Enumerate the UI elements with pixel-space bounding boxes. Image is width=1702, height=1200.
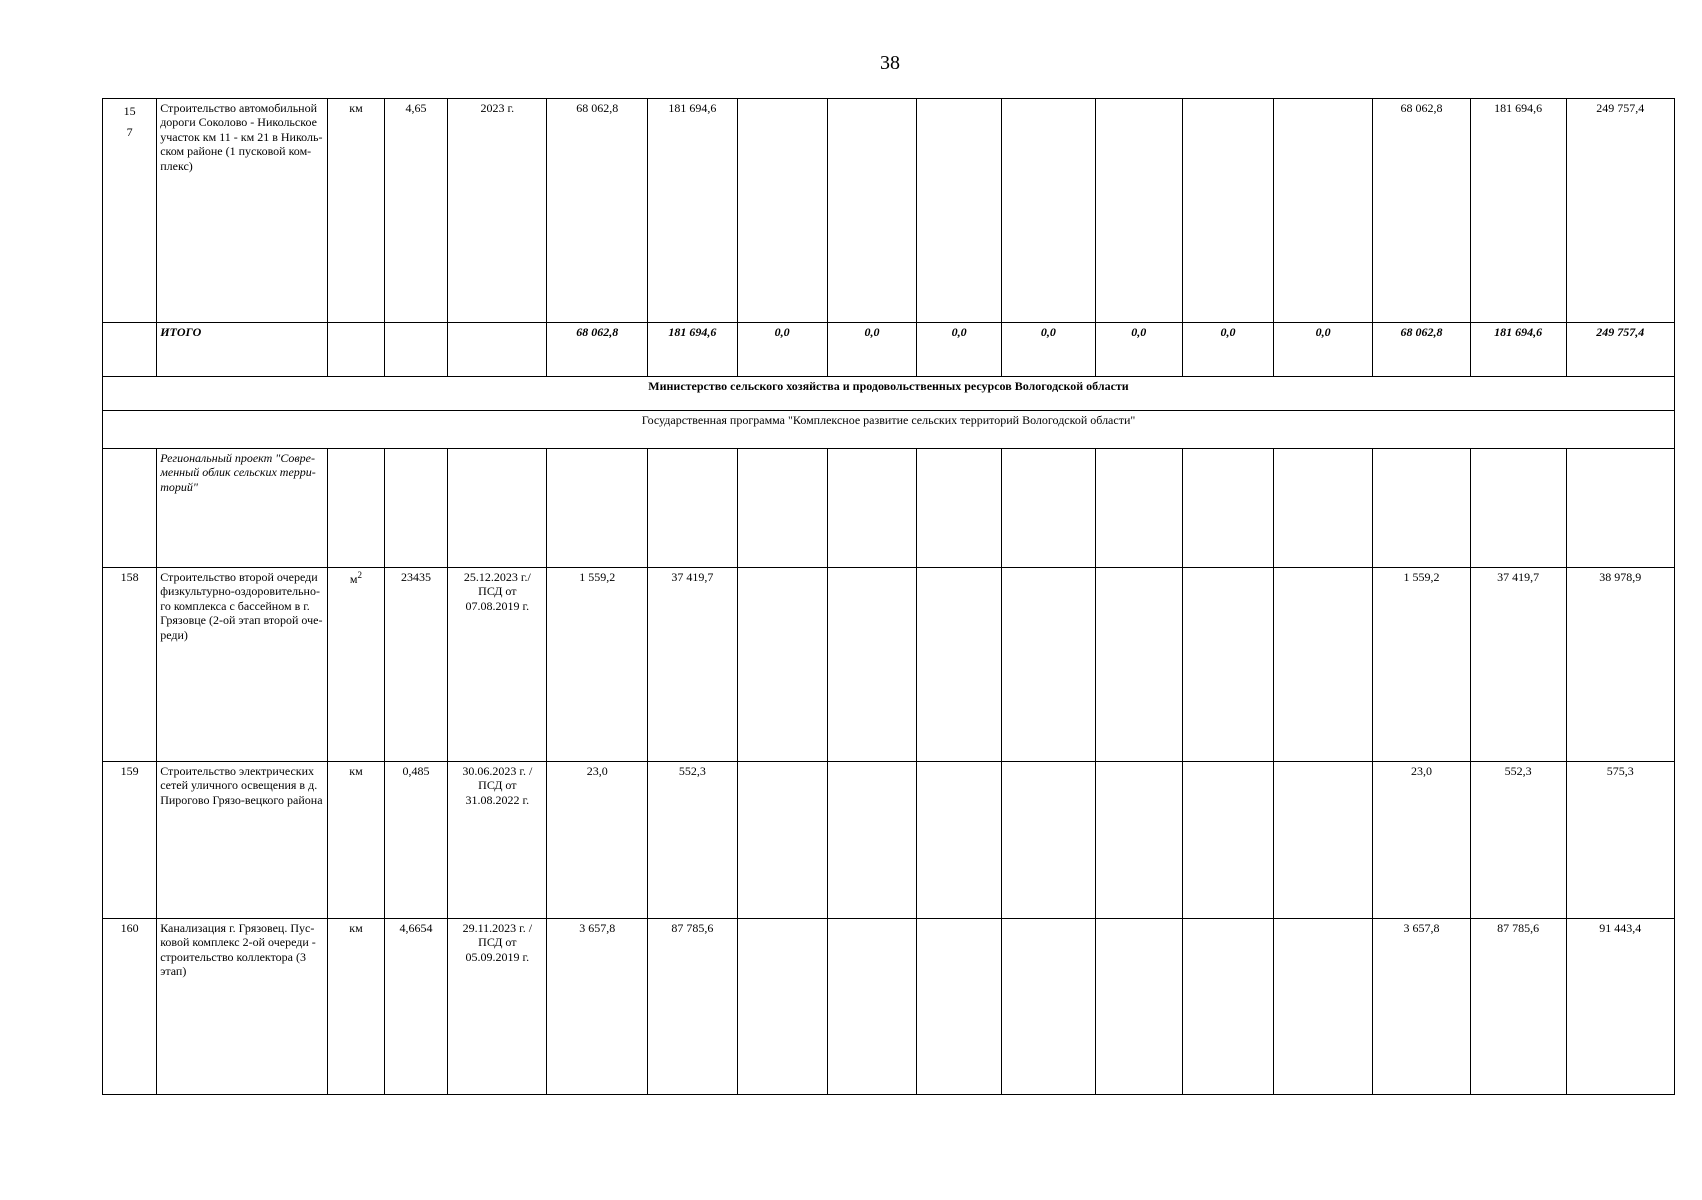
value-cell: 552,3	[1470, 762, 1566, 919]
ministry-title: Министерство сельского хозяйства и продовольственных ресурсов Вологодской области	[103, 377, 1675, 411]
empty-cell	[103, 449, 157, 568]
total-row	[103, 323, 1675, 377]
empty-cell	[448, 323, 547, 377]
value-cell	[737, 99, 827, 323]
total-label: ИТОГО	[157, 323, 328, 377]
total-value: 0,0	[737, 323, 827, 377]
value-cell	[1274, 568, 1373, 762]
value-cell: 3 657,8	[547, 919, 648, 1095]
value-cell	[1274, 919, 1373, 1095]
page-number: 38	[880, 52, 900, 74]
value-cell	[917, 99, 1002, 323]
value-cell: 3 657,8	[1373, 919, 1471, 1095]
empty-cell	[547, 449, 648, 568]
capacity: 0,485	[384, 762, 448, 919]
total-value: 0,0	[1095, 323, 1182, 377]
value-cell: 87 785,6	[1470, 919, 1566, 1095]
unit: км	[328, 919, 384, 1095]
value-cell: 91 443,4	[1566, 919, 1675, 1095]
unit: $м^2$	[328, 568, 384, 762]
table-row	[103, 919, 1675, 1095]
value-cell	[827, 99, 916, 323]
object-name: Строительство электрических сетей уличного освещения в д. Пирогово Грязо-вецкого района	[157, 762, 328, 919]
empty-cell	[384, 449, 448, 568]
program-title: Государственная программа "Комплексное развитие сельских территорий Вологодской области"	[103, 411, 1675, 449]
value-cell: 1 559,2	[1373, 568, 1471, 762]
value-cell	[1095, 919, 1182, 1095]
completion-date: 2023 г.	[448, 99, 547, 323]
object-name: Строительство автомобильной дороги Соколово - Никольское участок км 11 - км 21 в Николь-ском районе (1 пусковой ком-плекс)	[157, 99, 328, 323]
total-value: 0,0	[827, 323, 916, 377]
total-value: 181 694,6	[1470, 323, 1566, 377]
value-cell	[1002, 99, 1096, 323]
capacity: 4,65	[384, 99, 448, 323]
empty-cell	[1274, 449, 1373, 568]
empty-cell	[384, 323, 448, 377]
value-cell	[827, 568, 916, 762]
value-cell: 249 757,4	[1566, 99, 1675, 323]
capacity: 4,6654	[384, 919, 448, 1095]
object-name: Строительство второй очереди физкультурно-оздоровительно-го комплекса с бассейном в г. Грязовце (2-ой этап второй оче-реди)	[157, 568, 328, 762]
empty-cell	[1002, 449, 1096, 568]
value-cell: 37 419,7	[648, 568, 737, 762]
value-cell: 68 062,8	[1373, 99, 1471, 323]
row-number: 159	[103, 762, 157, 919]
empty-cell	[1566, 449, 1675, 568]
value-cell	[917, 762, 1002, 919]
total-value: 0,0	[1274, 323, 1373, 377]
value-cell	[737, 762, 827, 919]
value-cell	[1002, 568, 1096, 762]
completion-date: 29.11.2023 г. /ПСД от 05.09.2019 г.	[448, 919, 547, 1095]
object-name: Канализация г. Грязовец. Пус-ковой комплекс 2-ой очереди - строительство коллектора (3 этап)	[157, 919, 328, 1095]
project-row	[103, 449, 1675, 568]
empty-cell	[448, 449, 547, 568]
capacity: 23435	[384, 568, 448, 762]
completion-date: 30.06.2023 г. /ПСД от 31.08.2022 г.	[448, 762, 547, 919]
value-cell	[917, 919, 1002, 1095]
value-cell	[1002, 762, 1096, 919]
value-cell: 23,0	[1373, 762, 1471, 919]
empty-cell	[328, 449, 384, 568]
row-number: 15 7	[103, 99, 157, 323]
empty-cell	[827, 449, 916, 568]
empty-cell	[1470, 449, 1566, 568]
value-cell	[737, 568, 827, 762]
empty-cell	[1182, 449, 1273, 568]
value-cell: 181 694,6	[1470, 99, 1566, 323]
empty-cell	[648, 449, 737, 568]
value-cell	[1182, 762, 1273, 919]
table-row	[103, 99, 1675, 323]
value-cell	[827, 919, 916, 1095]
empty-cell	[1373, 449, 1471, 568]
total-value: 0,0	[1002, 323, 1096, 377]
total-value: 0,0	[1182, 323, 1273, 377]
value-cell: 68 062,8	[547, 99, 648, 323]
value-cell	[1182, 99, 1273, 323]
total-value: 0,0	[917, 323, 1002, 377]
value-cell: 38 978,9	[1566, 568, 1675, 762]
budget-table	[102, 98, 1675, 1095]
value-cell	[1182, 568, 1273, 762]
value-cell	[1182, 919, 1273, 1095]
total-value: 249 757,4	[1566, 323, 1675, 377]
value-cell	[737, 919, 827, 1095]
value-cell: 181 694,6	[648, 99, 737, 323]
empty-cell	[737, 449, 827, 568]
empty-cell	[328, 323, 384, 377]
value-cell	[1002, 919, 1096, 1095]
total-value: 68 062,8	[1373, 323, 1471, 377]
value-cell: 87 785,6	[648, 919, 737, 1095]
value-cell: 23,0	[547, 762, 648, 919]
value-cell	[1274, 762, 1373, 919]
value-cell	[1095, 762, 1182, 919]
value-cell	[827, 762, 916, 919]
total-value: 181 694,6	[648, 323, 737, 377]
value-cell	[1095, 99, 1182, 323]
completion-date: 25.12.2023 г./ ПСД от 07.08.2019 г.	[448, 568, 547, 762]
empty-cell	[1095, 449, 1182, 568]
unit: км	[328, 99, 384, 323]
value-cell: 37 419,7	[1470, 568, 1566, 762]
value-cell: 1 559,2	[547, 568, 648, 762]
unit: км	[328, 762, 384, 919]
row-number: 158	[103, 568, 157, 762]
value-cell: 575,3	[1566, 762, 1675, 919]
empty-cell	[917, 449, 1002, 568]
value-cell: 552,3	[648, 762, 737, 919]
value-cell	[917, 568, 1002, 762]
project-title: Региональный проект "Совре-менный облик сельских терри-торий"	[157, 449, 328, 568]
value-cell	[1274, 99, 1373, 323]
section-header-row	[103, 411, 1675, 449]
row-number: 160	[103, 919, 157, 1095]
table-row	[103, 568, 1675, 762]
table-row	[103, 762, 1675, 919]
empty-cell	[103, 323, 157, 377]
value-cell	[1095, 568, 1182, 762]
section-header-row	[103, 377, 1675, 411]
total-value: 68 062,8	[547, 323, 648, 377]
